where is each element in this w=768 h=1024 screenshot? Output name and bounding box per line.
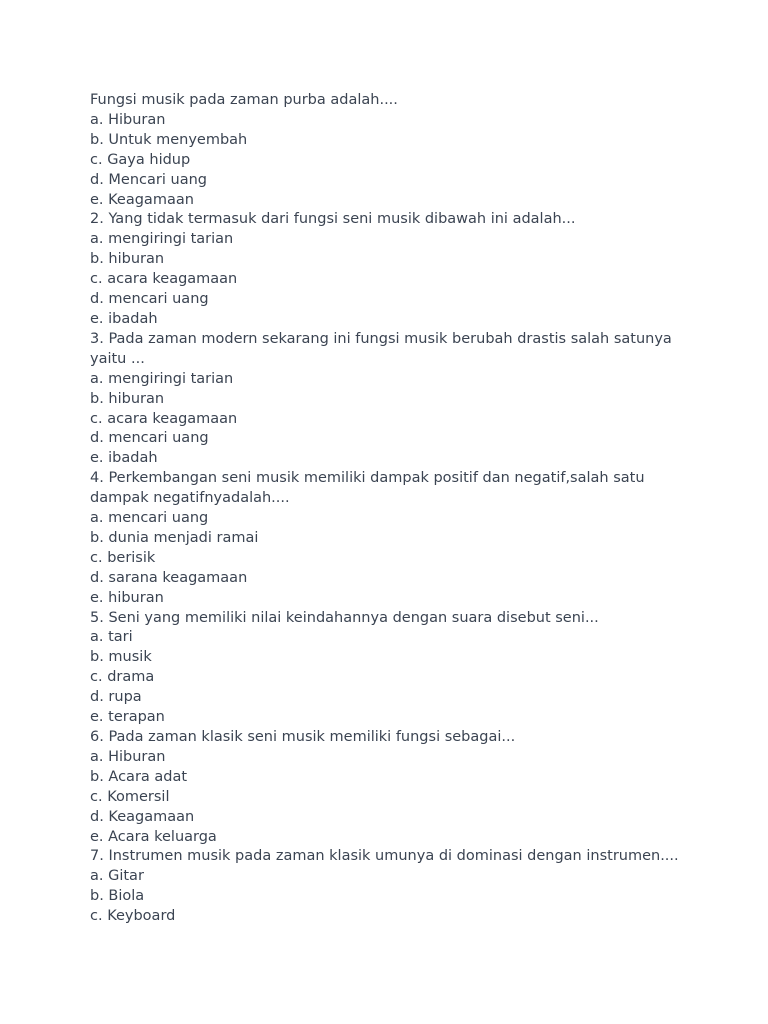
text-line: e. ibadah bbox=[90, 450, 158, 467]
text-line: 3. Pada zaman modern sekarang ini fungsi musik berubah drastis salah satunya bbox=[90, 330, 672, 347]
text-line: d. mencari uang bbox=[90, 430, 209, 447]
text-line: e. hiburan bbox=[90, 589, 164, 606]
text-line: c. berisik bbox=[90, 549, 156, 566]
document-text bbox=[90, 91, 690, 927]
text-line: b. hiburan bbox=[90, 390, 165, 407]
text-line: a. Hiburan bbox=[90, 111, 166, 128]
text-line: c. drama bbox=[90, 669, 155, 686]
text-line: b. Untuk menyembah bbox=[90, 131, 248, 148]
text-line: b. Biola bbox=[90, 888, 145, 905]
text-line: d. Keagamaan bbox=[90, 808, 195, 825]
text-line: e. terapan bbox=[90, 709, 165, 726]
text-line: e. ibadah bbox=[90, 310, 158, 327]
text-line: a. Gitar bbox=[90, 868, 144, 885]
text-line: yaitu ... bbox=[90, 350, 145, 367]
text-line: a. Hiburan bbox=[90, 748, 166, 765]
text-line: c. Komersil bbox=[90, 788, 170, 805]
text-line: c. Gaya hidup bbox=[90, 151, 191, 168]
text-line: 2. Yang tidak termasuk dari fungsi seni musik dibawah ini adalah... bbox=[90, 211, 576, 228]
text-line: a. tari bbox=[90, 629, 133, 646]
text-line: a. mengiringi tarian bbox=[90, 231, 234, 248]
text-line: b. musik bbox=[90, 649, 152, 666]
text-line: d. sarana keagamaan bbox=[90, 569, 248, 586]
text-line: d. Mencari uang bbox=[90, 171, 207, 188]
text-line: dampak negatifnyadalah.... bbox=[90, 490, 290, 507]
text-line: c. acara keagamaan bbox=[90, 410, 238, 427]
text-line: 5. Seni yang memiliki nilai keindahannya dengan suara disebut seni... bbox=[90, 609, 599, 626]
text-line: 4. Perkembangan seni musik memiliki dampak positif dan negatif,salah satu bbox=[90, 470, 645, 487]
text-line: a. mencari uang bbox=[90, 510, 209, 527]
text-line: Fungsi musik pada zaman purba adalah.... bbox=[90, 92, 398, 108]
text-line: b. dunia menjadi ramai bbox=[90, 529, 259, 546]
text-line: a. mengiringi tarian bbox=[90, 370, 234, 387]
text-line: d. mencari uang bbox=[90, 291, 209, 308]
text-line: 6. Pada zaman klasik seni musik memiliki fungsi sebagai... bbox=[90, 729, 516, 745]
text-line: c. Keyboard bbox=[90, 908, 176, 925]
text-line: d. rupa bbox=[90, 689, 142, 706]
text-line: c. acara keagamaan bbox=[90, 271, 238, 288]
text-line: b. Acara adat bbox=[90, 768, 188, 785]
text-line: e. Acara keluarga bbox=[90, 828, 217, 845]
text-line: b. hiburan bbox=[90, 251, 165, 268]
text-line: e. Keagamaan bbox=[90, 191, 194, 208]
text-line: 7. Instrumen musik pada zaman klasik umunya di dominasi dengan instrumen.... bbox=[90, 848, 679, 865]
